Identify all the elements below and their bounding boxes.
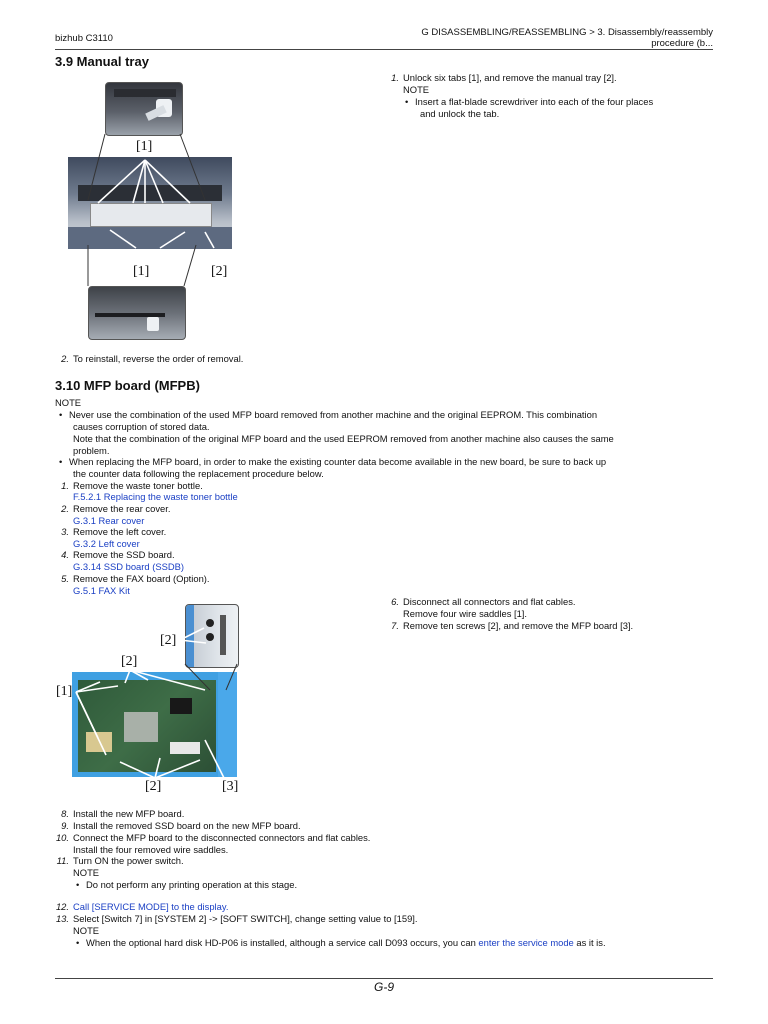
note-line: causes corruption of stored data. [73, 421, 210, 432]
step-number: 10. [55, 832, 69, 843]
step-text: Turn ON the power switch. [73, 855, 184, 866]
bullet-icon: • [405, 96, 409, 107]
note-text-line1: Insert a flat-blade screwdriver into each of the four places [415, 96, 654, 107]
step-number: 8. [61, 808, 69, 819]
step-number: 11. [56, 855, 69, 866]
note-line: the counter data following the replacement procedure below. [73, 468, 324, 479]
link-enter-service-mode[interactable]: enter the service mode [478, 937, 574, 948]
note-text-end: as it is. [573, 937, 606, 948]
note-line: Note that the combination of the original MFP board and the used EEPROM removed from another machine also causes the same [73, 433, 614, 444]
bullet-icon: • [76, 937, 80, 948]
note-label: NOTE [55, 397, 82, 408]
note-label: NOTE [403, 84, 430, 95]
step-text: Select [Switch 7] in [SYSTEM 2] -> [SOFT SWITCH], change setting value to [159]. [73, 913, 418, 924]
bullet-icon: • [59, 456, 63, 467]
step-text: Connect the MFP board to the disconnected connectors and flat cables. [73, 832, 371, 843]
step-number: 6. [391, 596, 399, 607]
step-text: Remove the left cover. [73, 526, 167, 537]
step-text: Install the removed SSD board on the new MFP board. [73, 820, 301, 831]
label-mfp-board: [3] [222, 779, 239, 794]
link-rear-cover[interactable]: G.3.1 Rear cover [73, 515, 145, 526]
step-text: Unlock six tabs [1], and remove the manual tray [2]. [403, 72, 617, 83]
step-number: 4. [61, 549, 69, 560]
label-screw-top: [2] [121, 654, 138, 669]
note-text: Do not perform any printing operation at this stage. [86, 879, 298, 890]
step-text: To reinstall, reverse the order of removal. [73, 353, 244, 364]
note-label: NOTE [73, 867, 100, 878]
bullet-icon: • [76, 879, 80, 890]
step-number: 1. [391, 72, 399, 83]
note-line: problem. [73, 445, 110, 456]
section-title-manual-tray: 3.9 Manual tray [55, 54, 149, 69]
step-number: 3. [61, 526, 69, 537]
note-bullet [76, 937, 606, 949]
note-bullet [76, 879, 297, 891]
step-text-line2: Install the four removed wire saddles. [73, 844, 229, 855]
step-number: 7. [391, 620, 399, 631]
step-number: 9. [61, 820, 69, 831]
note-line: Never use the combination of the used MFP board removed from another machine and the original EEPROM. This combination [69, 409, 598, 420]
step-text: Remove the rear cover. [73, 503, 171, 514]
step-soft-switch [55, 913, 418, 925]
step-text: Disconnect all connectors and flat cables. [403, 596, 576, 607]
breadcrumb-line-2: procedure (b... [651, 38, 713, 49]
label-manual-tray: [2] [211, 264, 228, 279]
note-label: NOTE [73, 925, 100, 936]
step-number: 13. [55, 913, 69, 924]
step-number: 12. [55, 901, 69, 912]
step-install-new-board [55, 808, 184, 820]
step-install-ssd [55, 820, 301, 832]
footer-divider [55, 978, 713, 979]
label-tabs-top: [1] [136, 139, 153, 154]
bullet-icon: • [59, 409, 63, 420]
label-screw-bottom: [2] [145, 779, 162, 794]
step-power-on [55, 855, 184, 867]
link-ssd-board[interactable]: G.3.14 SSD board (SSDB) [73, 561, 184, 572]
step-text: Remove the waste toner bottle. [73, 480, 203, 491]
step-text: Remove ten screws [2], and remove the MFP board [3]. [403, 620, 634, 631]
label-screw-inset: [2] [160, 633, 177, 648]
product-name: bizhub C3110 [55, 33, 113, 44]
step-number: 2. [61, 503, 69, 514]
step-text: Remove the FAX board (Option). [73, 573, 210, 584]
note-line: When replacing the MFP board, in order to make the existing counter data become available in the new board, be sure to back up [69, 456, 607, 467]
page-number: G-9 [373, 980, 394, 994]
step-number: 5. [61, 573, 69, 584]
step-text-line2: Remove four wire saddles [1]. [403, 608, 528, 619]
step-text: Remove the SSD board. [73, 549, 175, 560]
section-title-mfp-board: 3.10 MFP board (MFPB) [55, 378, 200, 393]
link-waste-toner-bottle[interactable]: F.5.2.1 Replacing the waste toner bottle [73, 491, 238, 502]
step-number: 1. [61, 480, 69, 491]
link-service-mode[interactable]: Call [SERVICE MODE] to the display. [73, 901, 229, 912]
step-call-service-mode [55, 901, 228, 913]
link-fax-kit[interactable]: G.5.1 FAX Kit [73, 585, 130, 596]
note-text: When the optional hard disk HD-P06 is installed, although a service call D093 occurs, you can [86, 937, 479, 948]
link-left-cover[interactable]: G.3.2 Left cover [73, 538, 140, 549]
step-number: 2. [61, 353, 69, 364]
label-wire-saddles: [1] [56, 684, 73, 699]
label-tabs-bottom: [1] [133, 264, 150, 279]
step-text: Install the new MFP board. [73, 808, 185, 819]
note-text-line2: and unlock the tab. [420, 108, 500, 119]
breadcrumb-line-1: G DISASSEMBLING/REASSEMBLING > 3. Disassembly/reassembly [421, 27, 713, 38]
step-connect-board [55, 832, 370, 844]
